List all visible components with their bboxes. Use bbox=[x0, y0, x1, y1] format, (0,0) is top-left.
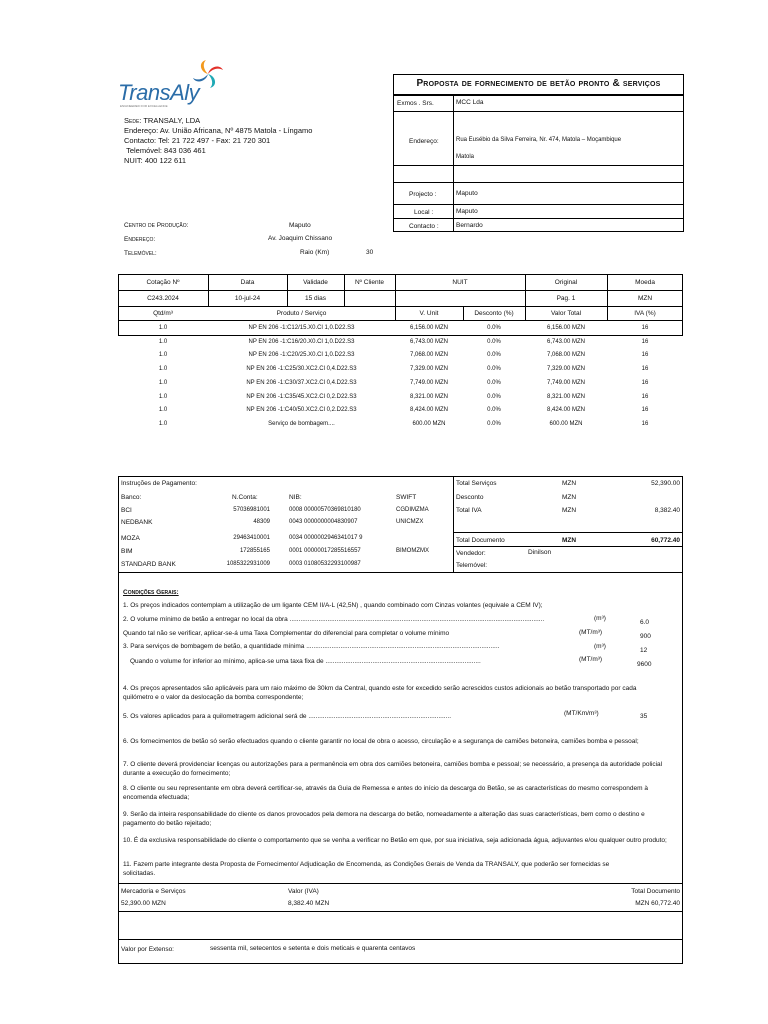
condition-3b: Quando o volume for inferior ao mínimo, aplica-se uma taxa fixa de ...................................................................................... bbox=[130, 658, 481, 665]
item-qty: 1.0 bbox=[158, 352, 168, 359]
amount-in-words: sessenta mil, setecentos e setenta e dois meticais e quarenta centavos bbox=[210, 945, 416, 952]
bank-name: BIM bbox=[121, 548, 133, 555]
header-value-date: 10-jul-24 bbox=[234, 295, 261, 302]
seller-label: Vendedor: bbox=[456, 550, 486, 557]
production-center: Maputo bbox=[289, 222, 311, 229]
client-address-label: Endereço: bbox=[409, 138, 439, 145]
summary-vat: 8,382.40 MZN bbox=[288, 900, 330, 907]
item-discount: 0.0% bbox=[487, 379, 501, 386]
item-vat: 16 bbox=[641, 393, 649, 400]
proposal-box bbox=[393, 74, 684, 232]
bank-conta: 172855165 bbox=[239, 548, 270, 554]
item-qty: 1.0 bbox=[158, 393, 168, 400]
item-unit-value: 6,156.00 MZN bbox=[409, 325, 449, 331]
item-vat: 16 bbox=[641, 379, 649, 386]
item-qty: 1.0 bbox=[158, 420, 168, 427]
company-address: Av. União Africana, Nº 4875 Matola - Língamo bbox=[159, 126, 313, 135]
summary-goods: 52,390.00 MZN bbox=[121, 900, 166, 907]
bank-conta: 48309 bbox=[253, 519, 270, 525]
condition-3-unit: (m³) bbox=[594, 643, 606, 650]
local-label: Local : bbox=[414, 209, 434, 216]
condition-8: 8. O cliente ou seu representante em obra deverá certificar-se, através da Guia de Remessa e antes do início da descarga do Betão, se as características do mesmo correspondem à encomenda efectuada; bbox=[123, 785, 648, 801]
production-mobile-label: Telemóvel: bbox=[124, 250, 157, 257]
item-qty: 1.0 bbox=[158, 338, 168, 345]
item-product: NP EN 206 -1:C12/15.X0.Cl 1,0.D22.S3 bbox=[248, 325, 355, 331]
header-value-original: Pag. 1 bbox=[556, 295, 576, 302]
bank-nib: 0008 00000570369810180 bbox=[289, 507, 361, 513]
header-col-date: Data bbox=[240, 279, 255, 286]
item-vat: 16 bbox=[641, 407, 649, 414]
item-vat: 16 bbox=[641, 420, 649, 427]
header-value-quote-number: C243.2024 bbox=[147, 295, 179, 302]
item-discount: 0.0% bbox=[487, 366, 501, 373]
condition-10: 10. É da exclusiva responsabilidade do cliente o comportamento que se venha a verificar no Betão em que, por sua iniciativa, seja adicionada água, adjuvantes e/ou qualquer outro produto; bbox=[123, 837, 667, 844]
radius-label: Raio (Km) bbox=[300, 249, 330, 256]
item-total: 600.00 MZN bbox=[549, 420, 583, 427]
sede-label: Sede: bbox=[124, 116, 142, 125]
discount-currency: MZN bbox=[562, 494, 577, 501]
total-document-currency: MZN bbox=[562, 537, 577, 544]
bank-name: BCI bbox=[121, 507, 132, 514]
col-unit-value: V. Unit bbox=[419, 310, 439, 317]
item-product: NP EN 206 -1:C16/20.X0.Cl 1,0.D22.S3 bbox=[248, 338, 355, 345]
header-col-validity: Validade bbox=[303, 279, 328, 286]
condition-9: 9. Serão da inteira responsabilidade do cliente os danos provocados pela demora na descarga do betão, nomeadamente a alteração das suas características, bem como o destino e pagamento do betão rejeitado; bbox=[123, 811, 645, 827]
condition-6: 6. Os fornecimentos de betão só serão efectuados quando o cliente garantir no local de obra o acesso, circulação e a segurança de camiões betoneira, camiões bomba e pessoal; bbox=[123, 738, 639, 745]
item-unit-value: 8,321.00 MZN bbox=[409, 393, 449, 400]
item-discount: 0.0% bbox=[487, 407, 501, 414]
item-product: NP EN 206 -1:C30/37.XC2.Cl 0,4.D22.S3 bbox=[246, 379, 357, 386]
bank-nib: 0043 0000000004830907 bbox=[289, 519, 358, 525]
proposal-title: Proposta de fornecimento de betão pronto & serviços bbox=[416, 78, 661, 89]
bank-conta: 57036981001 bbox=[233, 507, 270, 513]
total-services-label: Total Serviços bbox=[456, 480, 497, 487]
seller-value: Dinilson bbox=[528, 549, 552, 556]
contact-label: Contacto : bbox=[409, 223, 439, 230]
bank-nib: 0003 01080532293100987 bbox=[289, 561, 361, 567]
client-address-line2: Matola bbox=[456, 154, 475, 160]
condition-3b-unit: (MT/m³) bbox=[579, 656, 603, 663]
production-address: Av. Joaquim Chissano bbox=[268, 235, 333, 242]
company-info bbox=[124, 116, 312, 166]
item-product: NP EN 206 -1:C35/45.XC2.Cl 0,2.D22.S3 bbox=[246, 393, 357, 400]
header-value-currency: MZN bbox=[637, 295, 653, 302]
project-label: Projecto : bbox=[409, 191, 437, 198]
item-unit-value: 7,329.00 MZN bbox=[409, 366, 449, 373]
company-nuit-label: NUIT: bbox=[124, 156, 143, 165]
total-services: 52,390.00 bbox=[651, 480, 680, 487]
item-qty: 1.0 bbox=[158, 366, 168, 373]
condition-4: 4. Os preços apresentados são aplicáveis para um raio máximo de 30km da Central, quando este for excedido serão acrescidos custos adicionais ao betão transportado por cada quilómetro e o valor da deslocação da bomba correspondente; bbox=[123, 685, 637, 701]
col-total: Valor Total bbox=[550, 310, 582, 317]
item-discount: 0.0% bbox=[487, 393, 501, 400]
condition-5-unit: (MT/Km/m³) bbox=[564, 710, 599, 717]
company-mobile: 843 036 461 bbox=[164, 146, 206, 155]
company-address-label: Endereço: bbox=[124, 126, 159, 135]
item-total: 7,329.00 MZN bbox=[546, 366, 586, 373]
item-discount: 0.0% bbox=[487, 338, 501, 345]
condition-3: 3. Para serviços de bombagem de betão, a quantidade mínima ........................................................................................................... bbox=[123, 643, 500, 650]
production-center-label: Centro de Produção: bbox=[124, 222, 189, 229]
company-nuit: 400 122 611 bbox=[144, 156, 186, 165]
item-vat: 16 bbox=[641, 366, 649, 373]
header-col-original: Original bbox=[554, 279, 578, 286]
item-total: 8,424.00 MZN bbox=[546, 407, 586, 414]
total-document-label: Total Documento bbox=[456, 537, 505, 544]
header-col-currency: Moeda bbox=[635, 279, 655, 286]
condition-2-unit: (m³) bbox=[594, 615, 606, 622]
item-unit-value: 7,068.00 MZN bbox=[409, 352, 449, 359]
col-product: Produto / Serviço bbox=[276, 310, 327, 317]
contact-value: Bernardo bbox=[456, 222, 483, 229]
condition-11: 11. Fazem parte integrante desta Proposta de Fornecimento/ Adjudicação de Encomenda, as Condições Gerais de Venda da TRANSALY, que poderão ser fornecidas se solicitadas. bbox=[123, 861, 610, 877]
local-value: Maputo bbox=[456, 208, 478, 215]
item-discount: 0.0% bbox=[487, 352, 501, 359]
summary-total: MZN 60,772.40 bbox=[635, 900, 680, 907]
item-qty: 1.0 bbox=[158, 325, 168, 331]
total-services-currency: MZN bbox=[562, 480, 577, 487]
nib-label: NIB: bbox=[289, 494, 302, 501]
col-qty: Qtd/m³ bbox=[153, 310, 173, 317]
item-unit-value: 6,743.00 MZN bbox=[409, 338, 449, 345]
seller-mobile-label: Telemóvel: bbox=[456, 562, 488, 569]
item-discount: 0.0% bbox=[487, 420, 501, 427]
exmos-label: Exmos . Srs. bbox=[397, 100, 434, 107]
bank-label: Banco: bbox=[121, 494, 142, 501]
item-product: NP EN 206 -1:C20/25.X0.Cl 1,0.D22.S3 bbox=[248, 352, 355, 359]
item-total: 8,321.00 MZN bbox=[546, 393, 586, 400]
item-unit-value: 7,749.00 MZN bbox=[409, 379, 449, 386]
bank-name: MOZA bbox=[121, 535, 140, 542]
col-discount: Desconto (%) bbox=[474, 310, 514, 317]
exmos-value: MCC Lda bbox=[456, 99, 484, 106]
condition-5-value: 35 bbox=[640, 713, 648, 720]
logo-tagline: ENGINEERED FOR EXCELLENCE bbox=[120, 104, 168, 108]
total-vat: 8,382.40 bbox=[654, 507, 680, 514]
item-total: 6,743.00 MZN bbox=[546, 338, 586, 345]
account-label: N.Conta: bbox=[232, 494, 258, 501]
conditions-title: Condições Gerais: bbox=[123, 589, 179, 596]
header-col-client-number: Nº Cliente bbox=[354, 279, 385, 286]
summary-vat-label: Valor (IVA) bbox=[288, 888, 319, 895]
total-document: 60,772.40 bbox=[651, 537, 680, 544]
item-product: NP EN 206 -1:C25/30.XC2.Cl 0,4.D22.S3 bbox=[246, 366, 357, 373]
item-qty: 1.0 bbox=[158, 407, 168, 414]
bank-conta: 29463410001 bbox=[233, 535, 270, 541]
item-total: 7,068.00 MZN bbox=[546, 352, 586, 359]
production-address-label: Endereço: bbox=[124, 236, 156, 243]
item-vat: 16 bbox=[641, 352, 649, 359]
condition-5: 5. Os valores aplicados para a quilometragem adicional será de ............................................................................... bbox=[123, 713, 452, 720]
condition-3b-value: 9600 bbox=[637, 661, 652, 668]
condition-2b: Quando tal não se verificar, aplicar-se-á uma Taxa Complementar do diferencial para completar o volume mínimo bbox=[123, 630, 450, 637]
header-col-quote-number: Cotação Nº bbox=[146, 279, 180, 286]
company-logo bbox=[118, 58, 238, 108]
item-total: 7,749.00 MZN bbox=[546, 379, 586, 386]
condition-2: 2. O volume mínimo de betão a entregar no local da obra ............................................................................................................................................. bbox=[123, 616, 545, 623]
bank-swift: BIMOMZMX bbox=[396, 548, 429, 554]
item-product: Serviço de bombagem.... bbox=[268, 420, 335, 427]
bank-swift: CGDIMZMA bbox=[396, 507, 429, 513]
amount-in-words-label: Valor por Extenso: bbox=[121, 946, 174, 953]
item-unit-value: 8,424.00 MZN bbox=[409, 407, 449, 414]
company-mobile-label: Telemóvel: bbox=[126, 146, 162, 155]
condition-1: 1. Os preços indicados contemplam a utilização de um ligante CEM II/A-L (42,5N) , quando combinado com Cinzas volantes (equivale a CEM IV); bbox=[123, 602, 543, 609]
bank-nib: 0001 00000017285516557 bbox=[289, 548, 361, 554]
logo-text: TransAly bbox=[118, 80, 200, 105]
item-vat: 16 bbox=[641, 338, 649, 345]
bank-name: NEDBANK bbox=[121, 519, 153, 526]
discount-label: Desconto bbox=[456, 494, 484, 501]
condition-2-value: 6.0 bbox=[640, 619, 650, 626]
company-contact-label: Contacto: bbox=[124, 136, 157, 145]
total-vat-currency: MZN bbox=[562, 507, 577, 514]
company-contact: Tel: 21 722 497 - Fax: 21 720 301 bbox=[158, 136, 271, 145]
item-unit-value: 600.00 MZN bbox=[412, 420, 446, 427]
project-value: Maputo bbox=[456, 190, 478, 197]
sede-name: TRANSALY, LDA bbox=[143, 116, 201, 125]
item-discount: 0.0% bbox=[487, 325, 501, 331]
item-qty: 1.0 bbox=[158, 379, 168, 386]
condition-3-value: 12 bbox=[640, 647, 648, 654]
bank-name: STANDARD BANK bbox=[121, 561, 176, 568]
condition-7: 7. O cliente deverá providenciar licenças ou autorizações para a permanência em obra dos camiões betoneira, camiões bomba e pessoal; se necessário, a presença da autoridade policial durante a execução do fornecimento; bbox=[123, 761, 663, 777]
client-address-line1: Rua Eusébio da Silva Ferreira, Nr. 474, Matola – Moçambique bbox=[456, 137, 622, 143]
condition-2b-value: 900 bbox=[640, 633, 651, 640]
condition-2b-unit: (MT/m³) bbox=[579, 629, 603, 636]
item-total: 6,156.00 MZN bbox=[546, 325, 586, 331]
item-product: NP EN 206 -1:C40/50.XC2.Cl 0,2.D22.S3 bbox=[246, 407, 357, 414]
header-col-nuit: NUIT bbox=[452, 279, 468, 286]
payment-title: Instruções de Pagamento: bbox=[121, 480, 197, 487]
bank-swift: UNICMZX bbox=[396, 519, 424, 525]
bank-nib: 0034 0000002946341017 9 bbox=[289, 535, 363, 541]
swift-label: SWIFT bbox=[396, 494, 417, 501]
radius-value: 30 bbox=[366, 249, 374, 256]
col-vat: IVA (%) bbox=[634, 310, 656, 317]
summary-total-label: Total Documento bbox=[631, 888, 680, 895]
header-value-validity: 15 dias bbox=[305, 295, 326, 302]
summary-goods-label: Mercadoria e Serviços bbox=[121, 888, 186, 895]
total-vat-label: Total IVA bbox=[456, 507, 482, 514]
item-vat: 16 bbox=[641, 325, 649, 331]
bank-conta: 1085322931009 bbox=[226, 561, 270, 567]
